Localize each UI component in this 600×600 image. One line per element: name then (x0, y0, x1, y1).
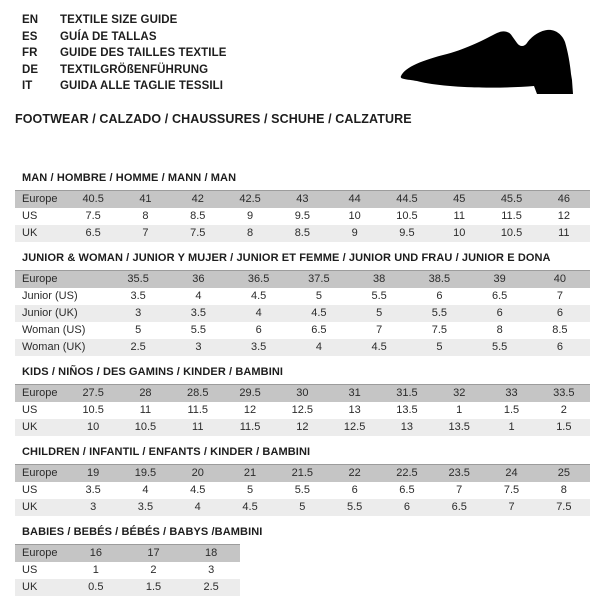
size-cell: 3.5 (85, 484, 101, 496)
size-cell: 42 (172, 190, 224, 208)
size-cell: 9.5 (381, 225, 433, 242)
size-cell: 3.5 (130, 290, 146, 302)
size-cell: 2.5 (182, 579, 240, 596)
size-cell: 8.5 (190, 210, 206, 222)
size-cell: 39 (470, 270, 530, 288)
row-label: Europe (15, 544, 67, 562)
size-cell: 30 (276, 384, 328, 402)
size-cell: 8 (224, 225, 276, 242)
row-label: US (22, 564, 38, 576)
size-cell: 21.5 (276, 464, 328, 482)
size-cell: 42.5 (224, 190, 276, 208)
table-row (15, 322, 590, 339)
size-cell: 31 (328, 384, 380, 402)
size-cell: 7 (119, 225, 171, 242)
size-cell: 2.5 (108, 339, 168, 356)
size-cell: 3 (208, 564, 215, 576)
size-tables (15, 171, 590, 596)
size-cell: 5.5 (470, 339, 530, 356)
size-cell: 0.5 (67, 579, 125, 596)
row-label: Europe (15, 190, 67, 208)
size-cell: 4.5 (289, 305, 349, 322)
size-cell: 23.5 (433, 464, 485, 482)
size-cell: 16 (67, 544, 125, 562)
size-cell: 1 (485, 419, 537, 436)
size-cell: 13 (381, 419, 433, 436)
table-row (15, 402, 590, 419)
size-cell: 1 (92, 564, 99, 576)
language-code: DE (22, 63, 39, 76)
size-cell: 12.5 (291, 404, 314, 416)
size-cell: 37.5 (289, 270, 349, 288)
size-cell: 1.5 (125, 579, 183, 596)
size-cell: 4.5 (349, 339, 409, 356)
size-cell: 33 (485, 384, 537, 402)
size-cell: 3 (168, 339, 228, 356)
row-label: US (22, 484, 38, 496)
size-cell: 10 (67, 419, 119, 436)
size-cell: 12 (243, 404, 257, 416)
language-code: IT (22, 80, 33, 92)
size-cell: 7.5 (431, 324, 448, 336)
row-label: Junior (UK) (15, 305, 108, 322)
size-cell: 10.5 (485, 225, 537, 242)
size-cell: 5.5 (328, 499, 380, 516)
table-row (15, 464, 590, 482)
size-cell: 5 (246, 484, 254, 496)
size-cell: 1.5 (538, 419, 590, 436)
size-cell: 19.5 (119, 464, 171, 482)
size-cell: 5.5 (371, 290, 387, 302)
size-cell: 6.5 (399, 484, 415, 496)
size-cell: 3.5 (119, 499, 171, 516)
size-cell: 11.5 (501, 210, 522, 222)
size-cell: 12 (557, 210, 570, 222)
size-cell: 7 (556, 290, 563, 302)
size-cell: 4.5 (250, 290, 267, 302)
size-cell: 36 (168, 270, 228, 288)
size-cell: 22 (328, 464, 380, 482)
table-row (15, 208, 590, 225)
row-label: UK (15, 225, 67, 242)
table-row (15, 419, 590, 436)
size-cell: 8.5 (552, 324, 568, 336)
language-label: TEXTILGRÖßENFÜHRUNG (60, 63, 209, 76)
language-label: GUIDA ALLE TAGLIE TESSILI (60, 80, 224, 92)
size-cell: 11.5 (224, 419, 276, 436)
table-row (15, 288, 590, 305)
size-cell: 29.5 (224, 384, 276, 402)
size-cell: 3 (67, 499, 119, 516)
size-cell: 21 (224, 464, 276, 482)
size-cell: 38 (349, 270, 409, 288)
size-table (15, 270, 590, 356)
size-cell: 5 (349, 305, 409, 322)
size-cell: 1.5 (503, 404, 520, 416)
size-cell: 10.5 (119, 419, 171, 436)
row-label: UK (15, 579, 67, 596)
row-label: US (22, 210, 38, 222)
size-cell: 31.5 (381, 384, 433, 402)
size-cell: 11 (172, 419, 224, 436)
size-cell: 45.5 (485, 190, 537, 208)
size-cell: 46 (538, 190, 590, 208)
size-cell: 7.5 (538, 499, 590, 516)
table-title: JUNIOR & WOMAN / JUNIOR Y MUJER / JUNIOR ET FEMME / JUNIOR UND FRAU / JUNIOR E DONA (22, 251, 551, 264)
size-cell: 10.5 (396, 210, 418, 222)
size-cell: 4 (229, 305, 289, 322)
table-row (15, 384, 590, 402)
size-cell: 3.5 (229, 339, 289, 356)
size-cell: 8.5 (276, 225, 328, 242)
language-label: GUÍA DE TALLAS (60, 30, 157, 43)
row-label: Europe (15, 270, 108, 288)
size-table (15, 190, 590, 242)
size-cell: 6.5 (433, 499, 485, 516)
language-label: GUIDE DES TAILLES TEXTILE (60, 47, 227, 59)
size-cell: 5.5 (190, 324, 207, 336)
size-cell: 38.5 (409, 270, 469, 288)
size-cell: 27.5 (67, 384, 119, 402)
size-cell: 4 (195, 290, 202, 302)
table-row (15, 544, 240, 562)
size-cell: 28.5 (172, 384, 224, 402)
size-cell: 6 (470, 305, 530, 322)
size-cell: 7 (456, 484, 463, 496)
size-table-section (15, 171, 590, 242)
size-cell: 7.5 (172, 225, 224, 242)
size-cell: 5.5 (409, 305, 469, 322)
size-cell: 18 (182, 544, 240, 562)
table-row (15, 305, 590, 322)
table-row (15, 270, 590, 288)
size-cell: 6 (530, 339, 590, 356)
size-cell: 25 (538, 464, 590, 482)
language-code: ES (22, 30, 38, 43)
row-label: Europe (15, 384, 67, 402)
table-row (15, 562, 240, 579)
size-cell: 3 (108, 305, 168, 322)
table-row (15, 579, 240, 596)
size-cell: 4 (289, 339, 349, 356)
size-cell: 5.5 (294, 484, 310, 496)
size-cell: 11 (538, 225, 590, 242)
size-cell: 6.5 (491, 290, 508, 302)
table-title: KIDS / NIÑOS / DES GAMINS / KINDER / BAMBINI (22, 365, 284, 378)
size-cell: 35.5 (108, 270, 168, 288)
size-cell: 20 (172, 464, 224, 482)
size-table-section (15, 525, 590, 596)
size-cell: 6 (255, 324, 262, 336)
size-cell: 40 (530, 270, 590, 288)
size-cell: 8 (142, 210, 149, 222)
size-cell: 4.5 (224, 499, 276, 516)
size-cell: 17 (125, 544, 183, 562)
size-cell: 4 (172, 499, 224, 516)
size-cell: 10 (348, 210, 361, 222)
language-code: EN (22, 14, 39, 26)
size-table (15, 544, 240, 596)
row-label: Junior (US) (22, 290, 78, 302)
size-cell: 44.5 (381, 190, 433, 208)
size-cell: 7.5 (503, 484, 520, 496)
size-cell: 6 (530, 305, 590, 322)
row-label: UK (15, 499, 67, 516)
size-cell: 41 (119, 190, 171, 208)
size-cell: 9 (246, 210, 254, 222)
size-cell: 28 (119, 384, 171, 402)
row-label: US (22, 404, 38, 416)
size-cell: 7 (485, 499, 537, 516)
category-title: FOOTWEAR / CALZADO / CHAUSSURES / SCHUHE / CALZATURE (15, 111, 412, 126)
language-label: TEXTILE SIZE GUIDE (60, 14, 178, 26)
size-cell: 11 (453, 210, 465, 222)
size-cell: 12.5 (328, 419, 380, 436)
size-cell: 32 (433, 384, 485, 402)
table-row (15, 190, 590, 208)
size-cell: 7.5 (85, 210, 101, 222)
size-cell: 5 (135, 324, 142, 336)
size-cell: 12 (276, 419, 328, 436)
size-table-section (15, 365, 590, 436)
size-cell: 5 (409, 339, 469, 356)
size-cell: 5 (276, 499, 328, 516)
size-cell: 13.5 (396, 404, 418, 416)
size-cell: 43 (276, 190, 328, 208)
size-cell: 22.5 (381, 464, 433, 482)
table-row (15, 499, 590, 516)
size-table-section (15, 445, 590, 516)
size-cell: 2 (150, 564, 157, 576)
size-cell: 40.5 (67, 190, 119, 208)
size-cell: 1 (456, 404, 463, 416)
size-cell: 36.5 (229, 270, 289, 288)
size-cell: 10 (433, 225, 485, 242)
size-cell: 4.5 (190, 484, 206, 496)
size-table (15, 464, 590, 516)
size-cell: 44 (328, 190, 380, 208)
size-cell: 4 (142, 484, 149, 496)
size-cell: 6 (381, 499, 433, 516)
size-table-section (15, 251, 590, 356)
size-cell: 9 (328, 225, 380, 242)
size-cell: 45 (433, 190, 485, 208)
row-label: Woman (US) (22, 324, 86, 336)
size-cell: 6.5 (67, 225, 119, 242)
size-cell: 6 (436, 290, 443, 302)
table-row (15, 225, 590, 242)
table-title: MAN / HOMBRE / HOMME / MANN / MAN (22, 171, 237, 184)
size-cell: 19 (67, 464, 119, 482)
size-cell: 33.5 (538, 384, 590, 402)
table-row (15, 339, 590, 356)
table-title: CHILDREN / INFANTIL / ENFANTS / KINDER / BAMBINI (22, 445, 311, 458)
size-cell: 5 (315, 290, 322, 302)
row-label: Woman (UK) (15, 339, 108, 356)
size-cell: 13 (348, 404, 361, 416)
size-cell: 6 (351, 484, 358, 496)
size-cell: 9.5 (294, 210, 310, 222)
size-table (15, 384, 590, 436)
table-row (15, 482, 590, 499)
size-cell: 10.5 (82, 404, 104, 416)
size-cell: 8 (560, 484, 567, 496)
size-cell: 13.5 (433, 419, 485, 436)
size-cell: 24 (485, 464, 537, 482)
size-cell: 3.5 (168, 305, 228, 322)
size-cell: 2 (560, 404, 567, 416)
shoe-icon (393, 24, 575, 102)
size-cell: 11.5 (187, 404, 209, 416)
table-title: BABIES / BEBÉS / BÉBÉS / BABYS /BAMBINI (22, 525, 263, 538)
language-code: FR (22, 47, 38, 59)
row-label: Europe (15, 464, 67, 482)
size-cell: 8 (496, 324, 503, 336)
size-cell: 6.5 (311, 324, 327, 336)
row-label: UK (15, 419, 67, 436)
size-cell: 11 (139, 404, 152, 416)
size-cell: 7 (376, 324, 383, 336)
